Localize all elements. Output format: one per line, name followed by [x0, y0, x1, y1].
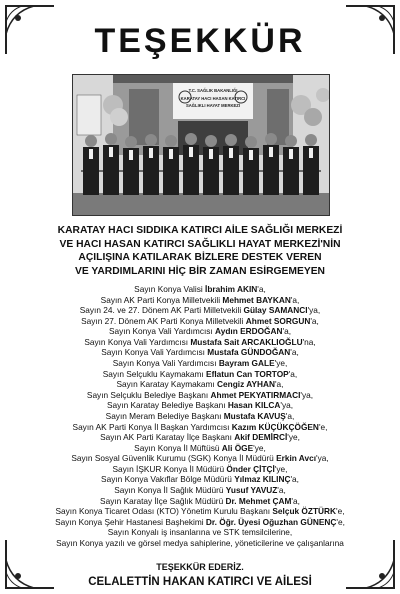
- list-item: [10, 400, 390, 411]
- list-item-prefix: Sayın Karatay Belediye Başkanı: [106, 400, 228, 411]
- list-item-name: Kazım KÜÇÜKÇÖĞEN: [231, 421, 319, 432]
- list-item-name: Mehmet BAYKAN: [222, 294, 291, 305]
- heading-line: KARATAY HACI SIDDIKA KATIRCI AİLE SAĞLIĞI MERKEZİ: [57, 225, 343, 236]
- signature: CELALETTİN HAKAN KATIRCI VE AİLESİ: [88, 576, 312, 588]
- list-item-prefix: Sayın Konya Vali Yardımcısı: [84, 336, 191, 347]
- list-item-suffix: 'na,: [302, 336, 316, 347]
- list-item-prefix: Sayın Konyalı iş insanlarına ve STK temsilcilerine,: [107, 527, 293, 538]
- sign-line-3: SAĞLIKLI HAYAT MERKEZİ: [185, 103, 241, 108]
- list-item-suffix: 'ye,: [287, 432, 300, 443]
- ceremony-photo: [72, 74, 330, 216]
- list-item: [10, 316, 390, 327]
- list-item-suffix: 'a,: [274, 379, 284, 390]
- list-item-prefix: Sayın 27. Dönem AK Parti Konya Milletvekili: [81, 315, 246, 326]
- list-item-prefix: Sayın Konya Valisi: [134, 284, 206, 294]
- list-item-suffix: 'ya,: [307, 305, 321, 316]
- list-item-name: Akif DEMİRCİ: [234, 432, 288, 443]
- list-item-prefix: Sayın Meram Belediye Başkanı: [105, 410, 224, 421]
- list-item: [10, 411, 390, 422]
- list-item: [10, 485, 390, 496]
- list-item: [10, 326, 390, 337]
- list-item-suffix: 'e,: [336, 506, 345, 517]
- list-item: [10, 443, 390, 454]
- list-item-suffix: 'a,: [290, 474, 299, 485]
- page-title: TEŞEKKÜR: [94, 22, 306, 60]
- list-item-name: Erkin Avcı: [276, 453, 317, 464]
- list-item-prefix: Sayın Karatay İlçe Sağlık Müdürü: [100, 495, 226, 506]
- list-item-name: Mustafa Sait ARCAKLIOĞLU: [190, 336, 303, 347]
- list-item-suffix: 'e,: [336, 516, 345, 527]
- list-item-suffix: 'a,: [290, 294, 300, 305]
- list-item-prefix: Sayın Konya Vali Yardımcısı: [112, 358, 219, 369]
- list-item-prefix: Sayın Karatay Kaymakamı: [116, 379, 218, 390]
- sign-line-1: T.C. SAĞLIK BAKANLIĞI: [188, 88, 238, 93]
- list-item-name: Gülay SAMANCI: [243, 305, 308, 316]
- list-item: [10, 358, 390, 369]
- list-item-prefix: Sayın Konya yazılı ve görsel medya sahiplerine, yöneticilerine ve çalışanlarına: [56, 537, 344, 548]
- list-item-suffix: 'a,: [257, 284, 266, 294]
- list-item-prefix: Sayın Konya İl Müftüsü: [134, 442, 222, 453]
- list-item-name: Mustafa KAVUŞ: [223, 410, 286, 421]
- list-item-name: Ahmet PEKYATIRMACI: [210, 389, 301, 400]
- list-item-suffix: 'a,: [290, 347, 299, 358]
- list-item-suffix: 'ye,: [274, 358, 288, 369]
- list-item: [10, 506, 390, 517]
- list-item-suffix: 'e,: [318, 421, 328, 432]
- list-item-suffix: 'a,: [291, 495, 300, 506]
- list-item-suffix: 'ya,: [316, 453, 329, 464]
- list-item-name: Dr. Öğr. Üyesi Oğuzhan GÜNENÇ: [205, 516, 337, 527]
- list-item-suffix: 'ya,: [300, 389, 314, 400]
- list-item-prefix: Sayın 24. ve 27. Dönem AK Parti Milletvekili: [79, 305, 244, 316]
- list-item: [10, 464, 390, 475]
- list-item-prefix: Sayın Konya Şehir Hastanesi Başhekimi: [55, 516, 206, 527]
- list-item-prefix: Sayın Selçuklu Kaymakamı: [102, 368, 207, 379]
- list-item: [10, 422, 390, 433]
- list-item-suffix: 'a,: [310, 315, 319, 326]
- list-item-name: Ali ÖGE: [221, 442, 254, 453]
- list-item: [10, 517, 390, 528]
- list-item-name: Hasan KILCA: [227, 400, 281, 411]
- list-item-suffix: 'a,: [288, 368, 298, 379]
- list-item-name: Önder ÇİTÇİ: [226, 463, 275, 474]
- list-item-name: Bayram GALE: [218, 358, 275, 369]
- list-item-name: Mustafa GÜNDOĞAN: [207, 347, 291, 358]
- list-item-prefix: Sayın Sosyal Güvenlik Kurumu (SGK) Konya İl Müdürü: [71, 453, 277, 464]
- list-item: [10, 347, 390, 358]
- list-item-name: Selçuk ÖZTÜRK: [272, 506, 336, 517]
- list-item: [10, 295, 390, 306]
- list-item: [10, 305, 390, 316]
- list-item-suffix: 'ye,: [253, 442, 266, 453]
- list-item-prefix: Sayın Selçuklu Belediye Başkanı: [86, 389, 211, 400]
- list-item: [10, 369, 390, 380]
- list-item-prefix: Sayın AK Parti Karatay İlçe Başkanı: [100, 432, 235, 443]
- list-item-name: İbrahim AKIN: [205, 284, 258, 294]
- list-item-prefix: Sayın Konya İl Sağlık Müdürü: [114, 484, 226, 495]
- list-item-prefix: Sayın Konya Ticaret Odası (KTO) Yönetim Kurulu Başkanı: [55, 506, 273, 517]
- heading-text: [20, 224, 380, 278]
- list-item-name: Yılmaz KILINÇ: [234, 474, 291, 485]
- list-item-suffix: 'a,: [282, 326, 292, 337]
- list-item: [10, 390, 390, 401]
- list-item-prefix: Sayın AK Parti Konya Milletvekili: [100, 294, 223, 305]
- list-item: [10, 453, 390, 464]
- list-item: [10, 538, 390, 549]
- list-item: [10, 379, 390, 390]
- list-item-prefix: Sayın İŞKUR Konya İl Müdürü: [112, 463, 227, 474]
- heading-line: VE HACI HASAN KATIRCI SAĞLIKLI HAYAT MERKEZİ'NİN: [59, 238, 341, 250]
- list-item: [10, 527, 390, 538]
- list-item-name: Aydın ERDOĞAN: [215, 326, 283, 337]
- thanks-list: [10, 284, 390, 548]
- list-item-suffix: 'ye,: [274, 463, 288, 474]
- list-item-prefix: Sayın Konya Vali Yardımcısı: [108, 326, 216, 337]
- list-item-name: Ahmet SORGUN: [245, 315, 311, 326]
- list-item-name: Cengiz AYHAN: [217, 379, 275, 390]
- list-item: [10, 337, 390, 348]
- list-item: [10, 496, 390, 507]
- list-item-suffix: 'a,: [277, 484, 286, 495]
- list-item-suffix: 'ya,: [280, 400, 294, 411]
- list-item-name: Yusuf YAVUZ: [225, 484, 278, 495]
- list-item-prefix: Sayın Konya Vali Yardımcısı: [101, 347, 208, 358]
- list-item-prefix: Sayın AK Parti Konya İl Başkan Yardımcısı: [72, 421, 232, 432]
- list-item-prefix: Sayın Konya Vakıflar Bölge Müdürü: [101, 474, 235, 485]
- heading-line: AÇILIŞINA KATILARAK BİZLERE DESTEK VEREN: [78, 252, 322, 263]
- list-item: [10, 284, 390, 295]
- list-item: [10, 474, 390, 485]
- list-item-name: Eflatun Can TORTOP: [206, 368, 289, 379]
- list-item-suffix: 'a,: [285, 410, 295, 421]
- list-item-name: Dr. Mehmet ÇAM: [225, 495, 292, 506]
- list-item: [10, 432, 390, 443]
- sign-line-2: KARATAY HACI HASAN KATIRCI: [180, 96, 246, 101]
- heading-line: VE YARDIMLARINI HİÇ BİR ZAMAN ESİRGEMEYEN: [74, 265, 325, 277]
- closing-text: TEŞEKKÜR EDERİZ.: [156, 562, 244, 572]
